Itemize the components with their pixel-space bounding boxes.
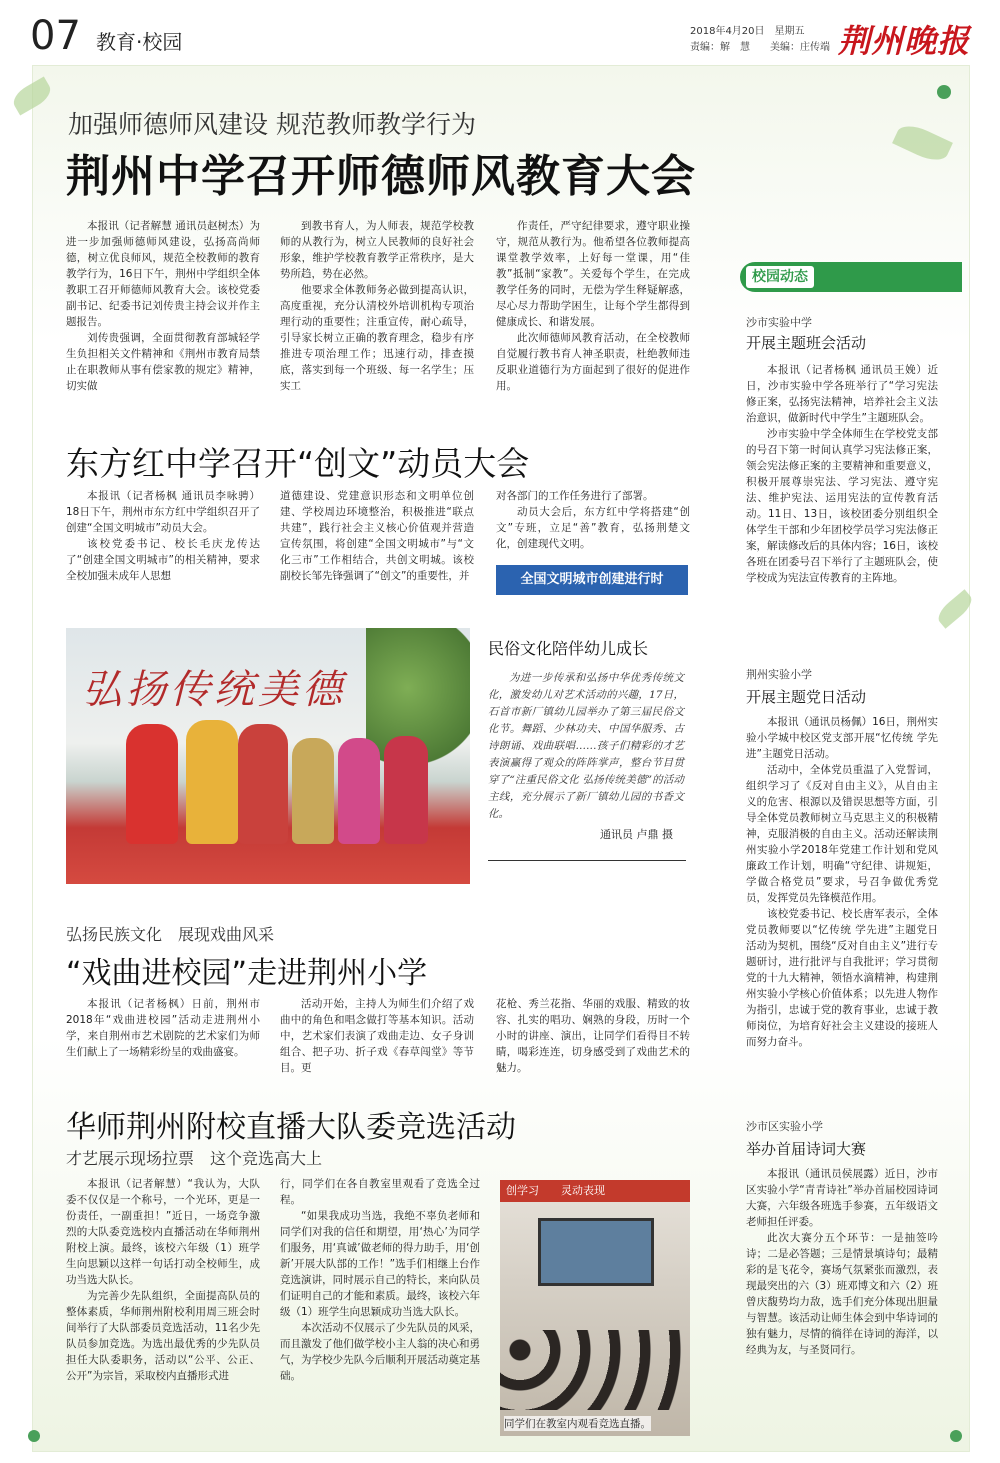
kids-performance-photo [66, 628, 470, 884]
masthead-logo: 荆州晚报 [838, 22, 971, 60]
child-performer [292, 738, 334, 844]
paragraph: 道德建设、党建意识形态和文明单位创建、学校周边环境整治，积极推进“联点共建”，践行社会主义核心价值观并营造宣传氛围，将创建“全国文明城市”与“文化三市”工作相结合，共创文明城。该校副校长邹先锋强调了“创文”的重要性，并 [280, 490, 474, 582]
page-number: 07 [30, 13, 81, 59]
lead-headline: 荆州中学召开师德师风教育大会 [66, 151, 696, 202]
paragraph: 本报讯（记者杨枫 通讯员李咏骋）18日下午，荆州市东方红中学组织召开了创建“全国文明城市”动员大会。 [66, 490, 260, 534]
editors-line: 责编：解 慧 美编：庄传端 [690, 42, 830, 53]
paragraph: 本报讯（记者杨枫）日前，荆州市2018年“戏曲进校园”活动走进荆州小学，来自荆州市艺术剧院的艺术家们为师生们献上了一场精彩纷呈的戏曲盛宴。 [66, 998, 260, 1058]
paragraph: 刘传贵强调，全面贯彻教育部城轻学生负担相关文件精神和《荆州市教育局禁止在职教师从事有偿家教的规定》精神，切实做 [66, 332, 260, 392]
cwen-column-2 [280, 488, 474, 584]
child-performer [238, 724, 288, 844]
sidebar-item-school: 沙市区实验小学 [746, 1120, 823, 1133]
opera-kicker: 弘扬民族文化 展现戏曲风采 [66, 925, 275, 944]
sidebar-item-school: 沙市实验中学 [746, 316, 812, 329]
paragraph: 此次师德师风教育活动，在全校教师自觉履行教书育人神圣职责，杜绝教师违反职业道德行为方面起到了很好的促进作用。 [496, 332, 690, 392]
sidebar-item-body [746, 1166, 938, 1358]
classroom-banner: 创学习 灵动表现 [500, 1180, 690, 1202]
student-heads [500, 1330, 690, 1410]
paragraph: 动员大会后，东方红中学将搭建“创文”专班，立足“善”教育，弘扬荆楚文化，创建现代文明。 [496, 506, 690, 550]
sidebar-item-title: 开展主题班会活动 [746, 334, 867, 352]
photo1-caption-body: 为进一步传承和弘扬中华优秀传统文化，激发幼儿对艺术活动的兴趣，17日，石首市新厂镇幼儿园举办了第三届民俗文化节。舞蹈、少林功夫、中国华服秀、古诗朗诵、戏曲联唱……孩子们精彩的才艺表演赢得了观众的阵阵掌声，整台节目贯穿了“注重民俗文化 弘扬传统美德”的活动主线，充分展示了新厂镇幼儿园的书香文化。 [488, 672, 684, 820]
paragraph: 本报讯（记者解慧 通讯员赵树杰）为进一步加强师德师风建设，弘扬高尚师德，树立优良师风，规范全校教师的教育教学行为，16日下午，荆州中学组织全体教职工召开师德师风教育大会。该校党委副书记、纪委书记刘传贵主持会议并作主题报告。 [66, 220, 260, 328]
election-headline: 华师荆州附校直播大队委竞选活动 [66, 1110, 516, 1145]
paragraph: 此次大赛分五个环节：一是抽签吟诗；二是必答题；三是情景填诗句；最精彩的是飞花令，赛场气氛紧张而激烈，表现最突出的六（3）班邓博文和六（2）班曾庆馥势均力敌，选手们充分体现出胆量与智慧。该活动让师生体会到中华诗词的独有魅力，尽情的徜徉在诗词的海洋，以经典为友，与圣贤同行。 [746, 1232, 938, 1356]
child-performer [338, 738, 380, 844]
green-dot-decoration [28, 1430, 40, 1442]
paragraph: 本报讯（记者解慧）“我认为，大队委不仅仅是一个称号，一个光环，更是一份责任，一副重担！”近日，一场竞争激烈的大队委竞选校内直播活动在华师荆州附校上演。最终，该校六年级（1）班学生向思颖以这样一句话打动全校师生，成功当选大队长。 [66, 1178, 260, 1286]
paragraph: 作责任，严守纪律要求，遵守职业操守，规范从教行为。他希望各位教师提高课堂教学效率，上好每一堂课，用“佳教”抵制“家教”。关爱每个学生，在完成教学任务的同时，无偿为学生释疑解惑，尽心尽力帮助学困生，让每个学生都得到健康成长、和谐发展。 [496, 220, 690, 328]
classroom-screen [538, 1218, 654, 1286]
classroom-photo [500, 1180, 690, 1436]
paragraph: 该校党委书记、校长唐军表示，全体党员教师要以“忆传统 学先进”主题党日活动为契机，围绕“反对自由主义”进行专题研讨，进行批评与自我批评；学习贯彻党的十九大精神，领悟水滴精神，构建荆州实验小学核心价值体系；以先进人物作为指引，忠诚于党的教育事业，忠诚于教师岗位，为培育好社会主义建设的接班人而努力奋斗。 [746, 908, 938, 1048]
paragraph: 花枪、秀兰花指、华丽的戏服、精致的妆容、扎实的唱功、娴熟的身段，历时一个小时的讲座、演出，让同学们看得目不转睛，喝彩连连，切身感受到了戏曲艺术的魅力。 [496, 998, 690, 1074]
election-kicker: 才艺展示现场拉票 这个竞选高大上 [66, 1149, 323, 1168]
child-performer [384, 736, 428, 844]
sidebar-item-body [746, 714, 938, 1050]
photo2-caption: 同学们在教室内观看竞选直播。 [504, 1418, 651, 1430]
paragraph: 到教书育人，为人师表，规范学校教师的从教行为，树立人民教师的良好社会形象，维护学校教育教学正常秩序，是大势所趋，势在必然。 [280, 220, 474, 280]
paragraph: 沙市实验中学全体师生在学校党支部的号召下第一时间认真学习宪法修正案，领会宪法修正案的主要精神和重要意义，积极开展尊崇宪法、学习宪法、遵守宪法、维护宪法、运用宪法的宣传教育活动。11日、13日，该校团委分别组织全体学生干部和少年团校学员学习宪法修正案，解读修改后的具体内容；16日，该校各班在团委号召下举行了主题班队会，使学校成为宪法宣传教育的主阵地。 [746, 428, 938, 584]
paragraph: 活动中，全体党员重温了入党誓词，组织学习了《反对自由主义》，从自由主义的危害、根源以及错误思想等方面，引导全体党员教师树立马克思主义的积极精神，克服消极的自由主义。活动还解读荆州实验小学2018年党建工作计划和党风廉政工作计划，明确“守纪律、讲规矩，学做合格党员”要求，号召争做优秀党员，发挥党员先锋模范作用。 [746, 764, 938, 904]
opera-column-1 [66, 996, 260, 1060]
paragraph: 对各部门的工作任务进行了部署。 [496, 490, 654, 502]
section-name: 教育·校园 [96, 30, 183, 54]
civilization-badge: 全国文明城市创建进行时 [496, 565, 688, 595]
cwen-headline: 东方红中学召开“创文”动员大会 [66, 444, 530, 483]
sidebar-item-school: 荆州实验小学 [746, 668, 812, 681]
opera-column-2 [280, 996, 474, 1076]
child-performer [186, 720, 238, 844]
paragraph: 该校党委书记、校长毛庆龙传达了“创建全国文明城市”的相关精神，要求全校加强未成年人思想 [66, 538, 260, 582]
photo1-caption-title: 民俗文化陪伴幼儿成长 [488, 639, 649, 658]
paragraph: 本报讯（记者杨枫 通讯员王娩）近日，沙市实验中学各班举行了“学习宪法修正案，弘扬宪法精神，培养社会主义法治意识，做新时代中学生”主题班队会。 [746, 364, 938, 424]
paragraph: 行，同学们在各自教室里观看了竞选全过程。 [280, 1178, 480, 1206]
opera-column-3 [496, 996, 690, 1076]
green-dot-decoration [937, 85, 951, 99]
lead-kicker: 加强师德师风建设 规范教师教学行为 [68, 110, 476, 139]
sidebar-item-title: 开展主题党日活动 [746, 688, 867, 706]
opera-headline: “戏曲进校园”走进荆州小学 [66, 956, 428, 991]
sidebar-item-title: 举办首届诗词大赛 [746, 1140, 867, 1158]
cwen-column-1 [66, 488, 260, 584]
child-performer [126, 724, 178, 844]
lead-column-1 [66, 218, 260, 394]
paragraph: 为完善少先队组织，全面提高队员的整体素质，华师荆州附校利用周三班会时间举行了大队部委员竞选活动，11名少先队员参加竞选。为选出最优秀的少先队员担任大队委职务，活动以“公平、公正、公开”为宗旨，采取校内直播形式进 [66, 1290, 260, 1382]
election-column-2 [280, 1176, 480, 1384]
sidebar-item-body [746, 362, 938, 586]
date-line: 2018年4月20日 星期五 [690, 26, 805, 37]
sidebar-header: 校园动态 [746, 266, 814, 288]
divider-line [488, 860, 686, 861]
lead-column-3 [496, 218, 690, 394]
paragraph: 他要求全体教师务必做到提高认识，高度重视，充分认清校外培训机构专项治理行动的重要性；注重宣传，耐心疏导，引导家长树立正确的教育理念，稳步有序推进专项治理工作；迅速行动，排查摸底，落实到每一个班级、每一名学生；压实工 [280, 284, 474, 392]
paragraph: 本报讯（通讯员侯展露）近日，沙市区实验小学“青青诗社”举办首届校园诗词大赛，六年级各班选手参赛，五年级语文老师担任评委。 [746, 1168, 938, 1228]
cwen-column-3 [496, 488, 690, 552]
paragraph: “如果我成功当选，我绝不辜负老师和同学们对我的信任和期望，用‘热心’为同学们服务，用‘真诚’做老师的得力助手，用‘创新’开展大队部的工作！”选手们相继上台作竞选演讲，同时展示自己的特长，来向队员们证明自己的才能和素质。最终，该校六年级（1）班学生向思颖成功当选大队长。 [280, 1210, 480, 1318]
election-column-1 [66, 1176, 260, 1384]
banner-calligraphy: 弘扬传统美德 [82, 667, 346, 713]
paragraph: 本次活动不仅展示了少先队员的风采，而且激发了他们做学校小主人翁的决心和勇气，为学校少先队今后顺利开展活动奠定基础。 [280, 1322, 480, 1382]
paragraph: 本报讯（通讯员杨佩）16日，荆州实验小学城中校区党支部开展“忆传统 学先进”主题党日活动。 [746, 716, 938, 760]
photo1-credit: 通讯员 卢鼎 摄 [600, 828, 673, 841]
green-dot-decoration [950, 1430, 962, 1442]
paragraph: 活动开始，主持人为师生们介绍了戏曲中的角色和唱念做打等基本知识。活动中，艺术家们表演了戏曲走边、女子身训组合、把子功、折子戏《春草闯堂》等节目。更 [280, 998, 474, 1074]
lead-column-2 [280, 218, 474, 394]
